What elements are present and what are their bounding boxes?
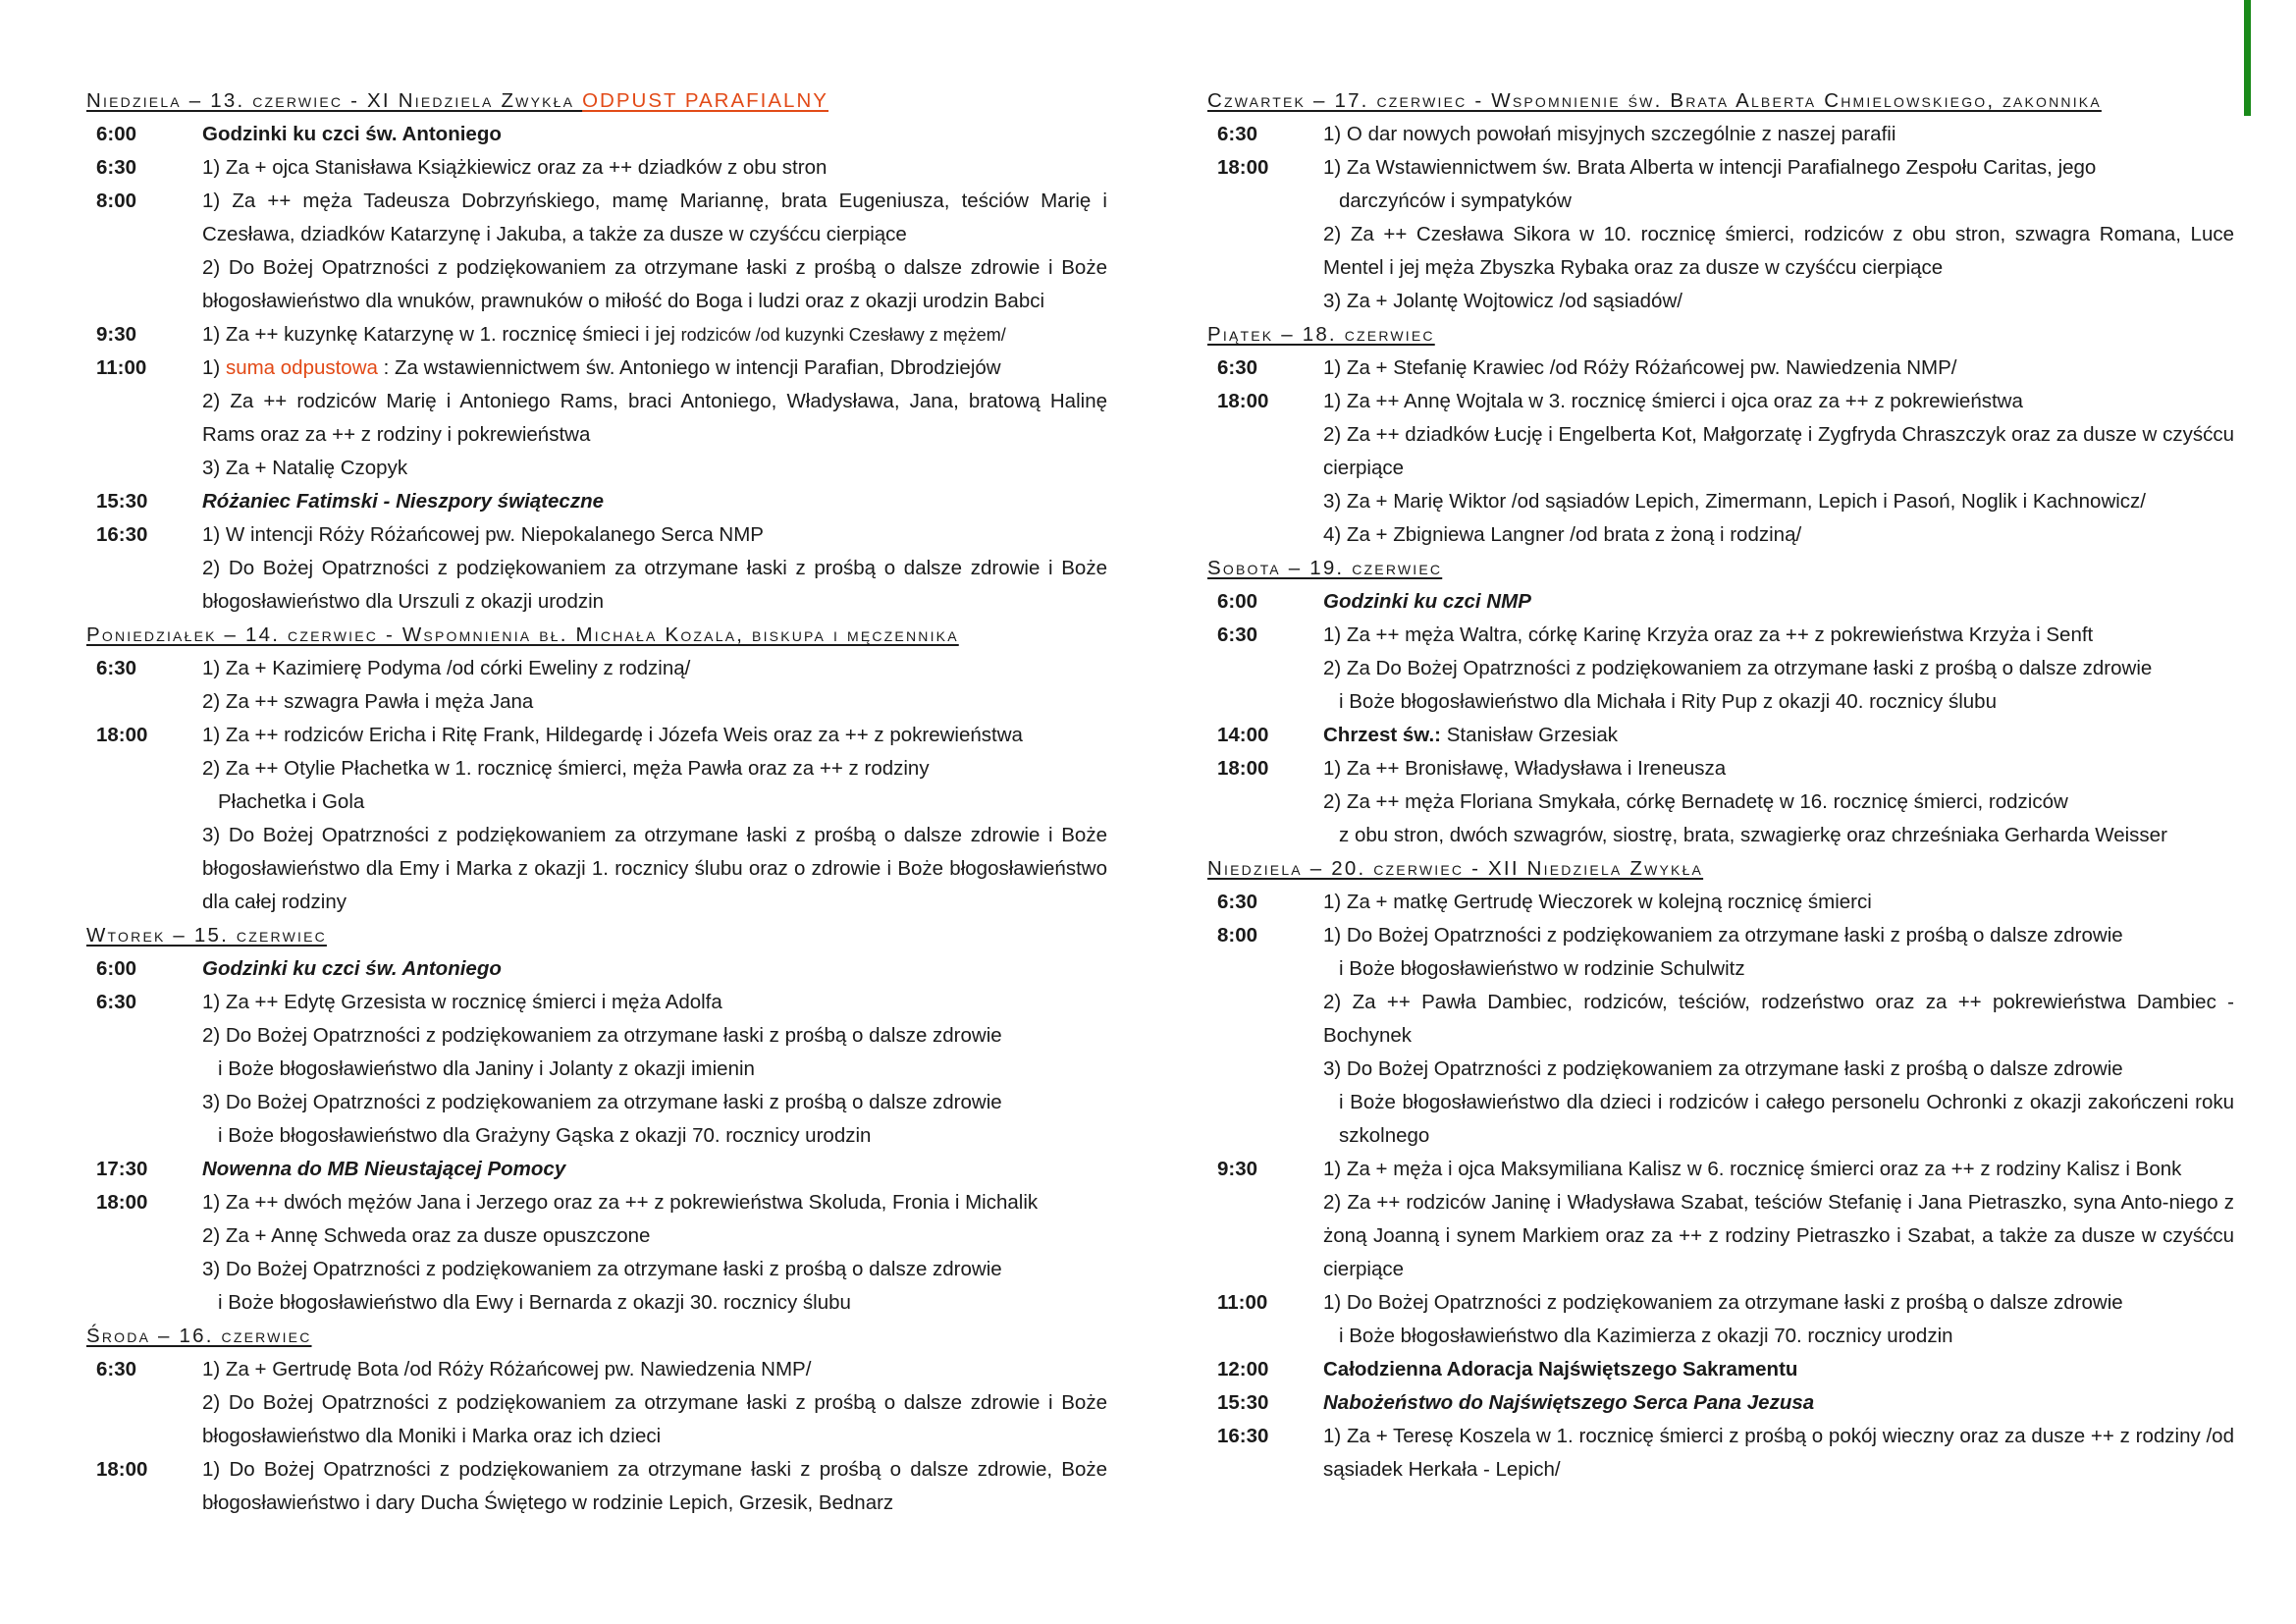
mass-time: 9:30: [1217, 1158, 1258, 1180]
mass-time: 6:30: [1217, 356, 1258, 379]
mass-intention: [1323, 1286, 2234, 1353]
green-edge-bar: [2244, 0, 2251, 116]
mass-intention: 1) Za + męża i ojca Maksymiliana Kalisz w 6. rocznicę śmierci oraz za ++ z rodziny Kalisz i Bonk: [1323, 1158, 2182, 1180]
mass-intention: 2) Za ++ rodziców Janinę i Władysława Szabat, teściów Stefanię i Jana Pietraszko, syna Anto-niego z żoną Joanną i synem Markiem oraz za ++ z rodziny Pietraszko i Szabat, a także za dusze w czyśćcu cierpiące: [1323, 1191, 2234, 1280]
intention-text: darczyńców i sympatyków: [1339, 189, 1572, 212]
mass-intention: 3) Za + Marię Wiktor /od sąsiadów Lepich, Zimermann, Lepich i Pasoń, Noglik i Kachnowicz/: [1323, 490, 2147, 513]
mass-time: 6:00: [96, 957, 137, 980]
mass-time: 18:00: [96, 1191, 148, 1214]
mass-intention: 2) Za + Annę Schweda oraz za dusze opuszczone: [202, 1224, 651, 1247]
day-header-sunday-13: [86, 84, 1107, 118]
mass-intention: 2) Za ++ Pawła Dambiec, rodziców, teściów, rodzeństwo oraz za ++ pokrewieństwa Dambiec - Bochynek: [1323, 991, 2234, 1047]
mass-entry: [86, 652, 1107, 719]
mass-intention: [202, 352, 1107, 385]
service-title: Całodzienna Adoracja Najświętszego Sakramentu: [1323, 1358, 1798, 1380]
mass-entry: [86, 118, 1107, 151]
left-column: [86, 84, 1107, 1520]
mass-intention: 1) Za + Kazimierę Podyma /od córki Eweliny z rodziną/: [202, 657, 691, 679]
mass-time: 6:30: [96, 156, 137, 179]
service-title: Nowenna do MB Nieustającej Pomocy: [202, 1158, 566, 1180]
mass-intention: 1) Za + Stefanię Krawiec /od Róży Różańcowej pw. Nawiedzenia NMP/: [1323, 356, 1957, 379]
mass-time: 6:00: [96, 123, 137, 145]
mass-time: 6:30: [1217, 123, 1258, 145]
mass-time: 6:30: [96, 1358, 137, 1380]
odpust-highlight: ODPUST PARAFIALNY: [582, 89, 828, 112]
mass-intention: [202, 1086, 1107, 1153]
intention-text: 2) Za ++ męża Floriana Smykała, córkę Bernadetę w 16. rocznicę śmierci, rodziców: [1323, 790, 2068, 813]
mass-time: 8:00: [96, 189, 137, 212]
mass-intention: [1323, 151, 2234, 218]
mass-intention: 1) Za + matkę Gertrudę Wieczorek w kolejną rocznicę śmierci: [1323, 891, 1872, 913]
mass-entry: [86, 1153, 1107, 1186]
mass-intention: 2) Do Bożej Opatrzności z podziękowaniem za otrzymane łaski z prośbą o dalsze zdrowie i Boże błogosławieństwo dla Moniki i Marka oraz ich dzieci: [202, 1391, 1107, 1447]
mass-intention: 2) Za ++ dziadków Łucję i Engelberta Kot, Małgorzatę i Zygfryda Chraszczyk oraz za dusze w czyśćcu cierpiące: [1323, 423, 2234, 479]
mass-time: 18:00: [96, 724, 148, 746]
day-header-monday-14: Poniedziałek – 14. czerwiec - Wspomnienia bł. Michała Kozala, biskupa i męczennika: [86, 623, 959, 646]
mass-entry: [86, 318, 1107, 352]
mass-time: 18:00: [1217, 156, 1269, 179]
intention-text-small: rodziców /od kuzynki Czesławy z mężem/: [680, 325, 1006, 345]
mass-entry: [1207, 118, 2234, 151]
mass-entry: [1207, 585, 2234, 619]
day-header-sunday-20: Niedziela – 20. czerwiec - XII Niedziela Zwykła: [1207, 857, 1704, 880]
day-header-tuesday-15: Wtorek – 15. czerwiec: [86, 924, 327, 947]
mass-intention: [1323, 785, 2234, 852]
mass-intention: 1) Za + ojca Stanisława Książkiewicz oraz za ++ dziadków z obu stron: [202, 156, 828, 179]
mass-time: 14:00: [1217, 724, 1269, 746]
intention-text: i Boże błogosławieństwo dla dzieci i rodziców i całego personelu Ochronki z okazji zakończeni roku szkolnego: [1339, 1091, 2234, 1147]
intention-text: 1): [202, 356, 226, 379]
baptism-label: Chrzest św.:: [1323, 724, 1441, 746]
mass-time: 17:30: [96, 1158, 148, 1180]
mass-intention: 4) Za + Zbigniewa Langner /od brata z żoną i rodziną/: [1323, 523, 1802, 546]
intention-text: Stanisław Grzesiak: [1441, 724, 1619, 746]
mass-intention: Godzinki ku czci św. Antoniego: [202, 123, 502, 145]
intention-text: 1) Do Bożej Opatrzności z podziękowaniem za otrzymane łaski z prośbą o dalsze zdrowie: [1323, 1291, 2123, 1314]
day-header-text: Niedziela – 13. czerwiec - XI Niedziela Zwykła: [86, 89, 583, 112]
mass-time: 8:00: [1217, 924, 1258, 947]
service-title: Godzinki ku czci św. Antoniego: [202, 957, 502, 980]
mass-time: 6:30: [96, 991, 137, 1013]
mass-time: 9:30: [96, 323, 137, 346]
intention-text: i Boże błogosławieństwo dla Janiny i Jolanty z okazji imienin: [218, 1057, 755, 1080]
mass-intention: 2) Za ++ Czesława Sikora w 10. rocznicę śmierci, rodziców z obu stron, szwagra Romana, Luce Mentel i jej męża Zbyszka Rybaka oraz za dusze w czyśćcu cierpiące: [1323, 223, 2234, 279]
mass-intention: 1) Za ++ Edytę Grzesista w rocznicę śmierci i męża Adolfa: [202, 991, 722, 1013]
service-title: Nabożeństwo do Najświętszego Serca Pana Jezusa: [1323, 1391, 1815, 1414]
mass-entry: [1207, 1386, 2234, 1420]
mass-intention: 1) Za ++ rodziców Ericha i Ritę Frank, Hildegardę i Józefa Weis oraz za ++ z pokrewieństwa: [202, 724, 1023, 746]
mass-intention: 1) Za ++ Bronisławę, Władysława i Ireneusza: [1323, 757, 1727, 780]
mass-intention: 2) Za ++ rodziców Marię i Antoniego Rams, braci Antoniego, Władysława, Jana, bratową Halinę Rams oraz za ++ z rodziny i pokrewieństwa: [202, 390, 1107, 446]
intention-text: Płachetka i Gola: [218, 790, 365, 813]
mass-entry: [1207, 619, 2234, 719]
mass-time: 18:00: [1217, 390, 1269, 412]
mass-intention: 2) Do Bożej Opatrzności z podziękowaniem za otrzymane łaski z prośbą o dalsze zdrowie i Boże błogosławieństwo dla Urszuli z okazji urodzin: [202, 557, 1107, 613]
mass-entry: [1207, 385, 2234, 552]
mass-intention: [202, 1019, 1107, 1086]
intention-text: i Boże błogosławieństwo dla Ewy i Bernarda z okazji 30. rocznicy ślubu: [218, 1291, 851, 1314]
service-title: Różaniec Fatimski - Nieszpory świąteczne: [202, 490, 604, 513]
intention-text: i Boże błogosławieństwo w rodzinie Schulwitz: [1339, 957, 1745, 980]
mass-entry: [1207, 886, 2234, 919]
intention-text: 3) Do Bożej Opatrzności z podziękowaniem za otrzymane łaski z prośbą o dalsze zdrowie: [202, 1091, 1002, 1113]
intention-text: z obu stron, dwóch szwagrów, siostrę, brata, szwagierkę oraz chrześniaka Gerharda Weisser: [1339, 824, 2167, 846]
intention-text: 2) Do Bożej Opatrzności z podziękowaniem za otrzymane łaski z prośbą o dalsze zdrowie: [202, 1024, 1002, 1047]
mass-intention: 1) Do Bożej Opatrzności z podziękowaniem za otrzymane łaski z prośbą o dalsze zdrowie, Boże błogosławieństwo i dary Ducha Świętego w rodzinie Lepich, Grzesik, Bednarz: [202, 1458, 1107, 1514]
mass-time: 16:30: [1217, 1425, 1269, 1447]
intention-text: i Boże błogosławieństwo dla Michała i Rity Pup z okazji 40. rocznicy ślubu: [1339, 690, 1997, 713]
mass-intention: [202, 318, 1107, 352]
mass-entry: [1207, 752, 2234, 852]
mass-intention: [202, 1253, 1107, 1320]
mass-intention: [1323, 1053, 2234, 1153]
mass-intention: [1323, 719, 2234, 752]
mass-intention: [1323, 919, 2234, 986]
mass-entry: [86, 151, 1107, 185]
mass-entry: [86, 986, 1107, 1153]
right-column: [1207, 84, 2234, 1487]
mass-entry: [1207, 919, 2234, 1153]
mass-entry: [86, 1453, 1107, 1520]
mass-intention: 3) Za + Natalię Czopyk: [202, 457, 408, 479]
mass-time: 15:30: [1217, 1391, 1269, 1414]
intention-text: 1) Za ++ kuzynkę Katarzynę w 1. rocznicę śmieci i jej: [202, 323, 681, 346]
intention-text: 2) Za ++ Otylie Płachetka w 1. rocznicę śmierci, męża Pawła oraz za ++ z rodziny: [202, 757, 930, 780]
mass-entry: [86, 952, 1107, 986]
mass-entry: [1207, 719, 2234, 752]
mass-intention: 1) Za + Gertrudę Bota /od Róży Różańcowej pw. Nawiedzenia NMP/: [202, 1358, 812, 1380]
intention-text: : Za wstawiennictwem św. Antoniego w intencji Parafian, Dbrodziejów: [377, 356, 1001, 379]
mass-intention: 1) Za ++ męża Waltra, córkę Karinę Krzyża oraz za ++ z pokrewieństwa Krzyża i Senft: [1323, 623, 2094, 646]
intention-text: 1) Za Wstawiennictwem św. Brata Alberta w intencji Parafialnego Zespołu Caritas, jego: [1323, 156, 2097, 179]
mass-entry: [86, 1353, 1107, 1453]
mass-intention: 1) O dar nowych powołań misyjnych szczególnie z naszej parafii: [1323, 123, 1896, 145]
mass-entry: [86, 1186, 1107, 1320]
mass-time: 18:00: [1217, 757, 1269, 780]
mass-entry: [86, 352, 1107, 485]
mass-entry: [1207, 151, 2234, 318]
mass-entry: [1207, 1153, 2234, 1286]
mass-intention: 1) Za ++ dwóch mężów Jana i Jerzego oraz za ++ z pokrewieństwa Skoluda, Fronia i Michalik: [202, 1191, 1039, 1214]
mass-intention: 2) Do Bożej Opatrzności z podziękowaniem za otrzymane łaski z prośbą o dalsze zdrowie i Boże błogosławieństwo dla wnuków, prawnuków o miłość do Boga i ludzi oraz z okazji urodzin Babci: [202, 256, 1107, 312]
service-title: Godzinki ku czci NMP: [1323, 590, 1531, 613]
mass-time: 6:30: [1217, 623, 1258, 646]
mass-time: 12:00: [1217, 1358, 1269, 1380]
mass-time: 18:00: [96, 1458, 148, 1481]
mass-time: 6:00: [1217, 590, 1258, 613]
mass-entry: [1207, 1420, 2234, 1487]
day-header-saturday-19: Sobota – 19. czerwiec: [1207, 557, 1443, 579]
mass-intention: [202, 752, 1107, 819]
mass-intention: 3) Za + Jolantę Wojtowicz /od sąsiadów/: [1323, 290, 1682, 312]
mass-entry: [86, 719, 1107, 919]
mass-intention: 1) W intencji Róży Różańcowej pw. Niepokalanego Serca NMP: [202, 523, 764, 546]
day-header-friday-18: Piątek – 18. czerwiec: [1207, 323, 1435, 346]
mass-intention: 1) Za + Teresę Koszela w 1. rocznicę śmierci z prośbą o pokój wieczny oraz za dusze ++ z rodziny /od sąsiadek Herkała - Lepich/: [1323, 1425, 2234, 1481]
mass-time: 16:30: [96, 523, 148, 546]
mass-entry: [1207, 352, 2234, 385]
mass-entry: [86, 485, 1107, 518]
mass-intention: 3) Do Bożej Opatrzności z podziękowaniem za otrzymane łaski z prośbą o dalsze zdrowie i Boże błogosławieństwo dla Emy i Marka z okazji 1. rocznicy ślubu oraz o zdrowie i Boże błogosławieństwo dla całej rodziny: [202, 824, 1107, 913]
mass-time: 6:30: [1217, 891, 1258, 913]
mass-entry: [86, 518, 1107, 619]
mass-intention: 2) Za ++ szwagra Pawła i męża Jana: [202, 690, 534, 713]
suma-odpustowa-label: suma odpustowa: [225, 356, 378, 379]
mass-intention: [1323, 652, 2234, 719]
mass-entry: [1207, 1353, 2234, 1386]
mass-intention: 1) Za ++ Annę Wojtala w 3. rocznicę śmierci i ojca oraz za ++ z pokrewieństwa: [1323, 390, 2023, 412]
mass-time: 11:00: [96, 356, 147, 379]
mass-time: 6:30: [96, 657, 137, 679]
day-header-thursday-17: Czwartek – 17. czerwiec - Wspomnienie św. Brata Alberta Chmielowskiego, zakonnika: [1207, 89, 2102, 112]
mass-intention: 1) Za ++ męża Tadeusza Dobrzyńskiego, mamę Mariannę, brata Eugeniusza, teściów Marię i Czesława, dziadków Katarzynę i Jakuba, a także za dusze w czyśćcu cierpiące: [202, 189, 1107, 245]
mass-entry: [86, 185, 1107, 318]
mass-time: 15:30: [96, 490, 148, 513]
intention-text: 3) Do Bożej Opatrzności z podziękowaniem za otrzymane łaski z prośbą o dalsze zdrowie: [202, 1258, 1002, 1280]
intention-text: i Boże błogosławieństwo dla Kazimierza z okazji 70. rocznicy urodzin: [1339, 1325, 1953, 1347]
intention-text: 2) Za Do Bożej Opatrzności z podziękowaniem za otrzymane łaski z prośbą o dalsze zdrowie: [1323, 657, 2153, 679]
intention-text: i Boże błogosławieństwo dla Grażyny Gąska z okazji 70. rocznicy urodzin: [218, 1124, 872, 1147]
intention-text: 1) Do Bożej Opatrzności z podziękowaniem za otrzymane łaski z prośbą o dalsze zdrowie: [1323, 924, 2123, 947]
intention-text: 3) Do Bożej Opatrzności z podziękowaniem za otrzymane łaski z prośbą o dalsze zdrowie: [1323, 1057, 2123, 1080]
day-header-wednesday-16: Środa – 16. czerwiec: [86, 1325, 312, 1347]
mass-time: 11:00: [1217, 1291, 1268, 1314]
mass-entry: [1207, 1286, 2234, 1353]
